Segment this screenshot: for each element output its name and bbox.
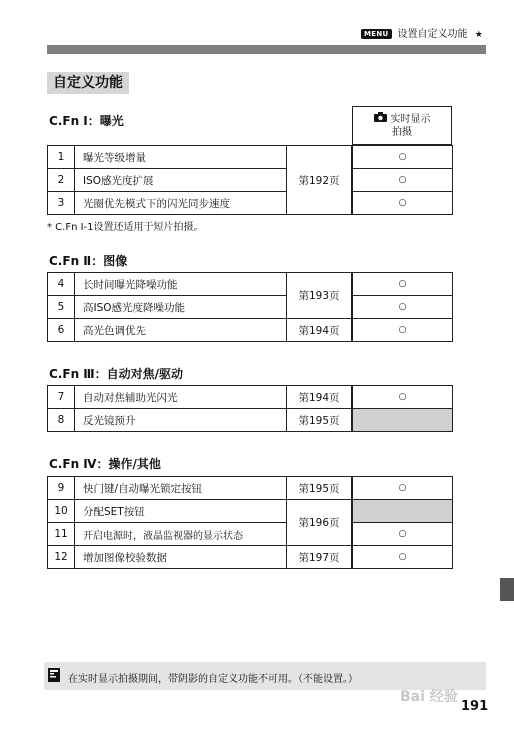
table-row <box>48 169 453 192</box>
row-number: 4 <box>48 273 75 296</box>
table-row <box>48 273 453 296</box>
live-view-mark: ○ <box>353 169 453 192</box>
row-page-ref: 第197页 <box>287 546 352 569</box>
header <box>361 25 483 40</box>
note-icon <box>48 668 60 685</box>
row-page-ref: 第194页 <box>287 386 352 409</box>
row-number: 2 <box>48 169 75 192</box>
side-tab <box>500 578 514 601</box>
live-view-mark: ○ <box>353 319 453 342</box>
row-number: 10 <box>48 500 75 523</box>
row-page-ref: 第196页 <box>287 500 352 546</box>
live-view-mark: ○ <box>353 477 453 500</box>
row-function-name: 曝光等级增量 <box>75 146 287 169</box>
row-function-name: 自动对焦辅助光闪光 <box>75 386 287 409</box>
row-number: 1 <box>48 146 75 169</box>
live-view-mark: ○ <box>353 523 453 546</box>
table-row <box>48 296 453 319</box>
row-number: 9 <box>48 477 75 500</box>
row-function-name: 增加图像校验数据 <box>75 546 287 569</box>
row-function-name: ISO感光度扩展 <box>75 169 287 192</box>
table-row <box>48 409 453 432</box>
section-heading-3: C.Fn Ⅲ：自动对焦/驱动 <box>49 367 184 381</box>
page-title: 自定义功能 <box>47 72 129 94</box>
section-heading-4: C.Fn Ⅳ：操作/其他 <box>49 457 161 471</box>
footnote: * C.Fn Ⅰ-1设置还适用于短片拍摄。 <box>47 222 204 233</box>
live-view-mark: ○ <box>353 192 453 215</box>
row-page-ref: 第192页 <box>287 146 352 215</box>
cfn-table-3 <box>47 385 453 432</box>
live-view-label-1: 实时显示 <box>390 114 431 125</box>
live-view-mark: ○ <box>353 273 453 296</box>
page-number: 191 <box>461 699 489 714</box>
table-row <box>48 477 453 500</box>
live-view-mark: ○ <box>353 296 453 319</box>
star-icon: ★ <box>474 30 483 40</box>
table-row <box>48 386 453 409</box>
live-view-mark: ○ <box>353 146 453 169</box>
row-number: 5 <box>48 296 75 319</box>
watermark: Bai 经验 <box>400 689 458 705</box>
row-function-name: 高光色调优先 <box>75 319 287 342</box>
table-row <box>48 319 453 342</box>
live-view-label-2: 拍摄 <box>392 127 412 138</box>
row-number: 12 <box>48 546 75 569</box>
menu-badge: MENU <box>361 29 392 39</box>
row-number: 6 <box>48 319 75 342</box>
table-row <box>48 500 453 523</box>
row-number: 3 <box>48 192 75 215</box>
cfn-table-2 <box>47 272 453 342</box>
live-view-mark: ○ <box>353 546 453 569</box>
row-function-name: 反光镜预升 <box>75 409 287 432</box>
table-row <box>48 146 453 169</box>
live-view-mark-shaded <box>353 409 453 432</box>
live-view-mark-shaded <box>353 500 453 523</box>
row-function-name: 长时间曝光降噪功能 <box>75 273 287 296</box>
row-page-ref: 第193页 <box>287 273 352 319</box>
cfn-table-1 <box>47 145 453 215</box>
table-row <box>48 192 453 215</box>
row-number: 11 <box>48 523 75 546</box>
note-text: 在实时显示拍摄期间，带阴影的自定义功能不可用。（不能设置。） <box>68 674 358 685</box>
live-view-mark: ○ <box>353 386 453 409</box>
table-row <box>48 523 453 546</box>
row-number: 7 <box>48 386 75 409</box>
section-heading-2: C.Fn Ⅱ：图像 <box>49 254 128 268</box>
row-function-name: 快门键/自动曝光锁定按钮 <box>75 477 287 500</box>
row-function-name: 开启电源时，液晶监视器的显示状态 <box>75 523 287 546</box>
header-title: 设置自定义功能 <box>397 29 468 40</box>
row-page-ref: 第195页 <box>287 409 352 432</box>
row-page-ref: 第194页 <box>287 319 352 342</box>
row-number: 8 <box>48 409 75 432</box>
section-heading-1: C.Fn Ⅰ：曝光 <box>49 114 124 128</box>
cfn-table-4 <box>47 476 453 569</box>
row-function-name: 高ISO感光度降噪功能 <box>75 296 287 319</box>
row-page-ref: 第195页 <box>287 477 352 500</box>
camera-icon <box>374 112 387 126</box>
table-row <box>48 546 453 569</box>
row-function-name: 光圈优先模式下的闪光同步速度 <box>75 192 287 215</box>
live-view-header <box>352 106 452 145</box>
row-function-name: 分配SET按钮 <box>75 500 287 523</box>
header-bar <box>47 45 486 54</box>
